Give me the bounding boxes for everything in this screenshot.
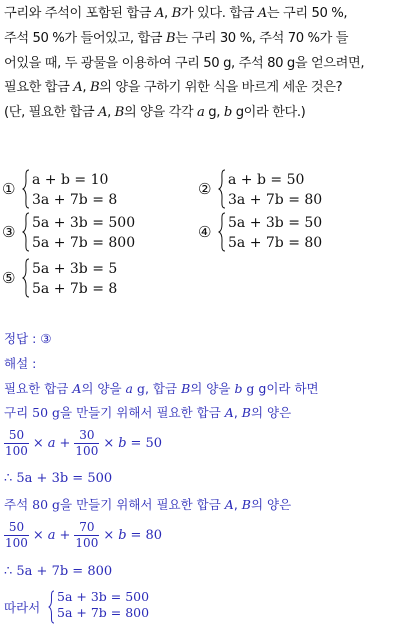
tin-equation: $\frac{50}{100}$ × a + $\frac{70}{100}$ × b = 80 <box>5 520 163 550</box>
problem-line-2: 주석 50 %가 들어있고, 합금 B는 구리 30 %, 주석 70 %가 들 <box>4 30 349 46</box>
equation: 5a + 7b = 8 <box>32 281 118 297</box>
final-label: 따라서 <box>4 600 41 615</box>
problem-line-5: (단, 필요한 합금 A, B의 양을 각각 a g, b g이라 한다.) <box>4 105 306 121</box>
fraction: $\frac{70}{100}$ <box>75 520 99 550</box>
left-brace-icon <box>218 212 226 252</box>
choice-number: ② <box>198 180 212 198</box>
equation: 3a + 7b = 8 <box>32 192 118 208</box>
fraction: $\frac{50}{100}$ <box>5 520 28 550</box>
left-brace-icon <box>48 590 55 624</box>
equation-system <box>32 259 117 299</box>
choice-number: ⑤ <box>2 269 16 287</box>
solution-line-1: 필요한 합금 A의 양을 a g, 합금 B의 양을 b g g이라 하면 <box>4 381 319 396</box>
fraction: $\frac{50}{100}$ <box>5 428 28 458</box>
equation: 5a + 7b = 80 <box>228 235 323 251</box>
equation: 3a + 7b = 80 <box>228 192 323 208</box>
solution-line-2: 구리 50 g을 만들기 위해서 필요한 합금 A, B의 양은 <box>4 405 292 420</box>
copper-equation: $\frac{50}{100}$ × a + $\frac{30}{100}$ × b = 50 <box>5 428 163 458</box>
therefore-line-1: ∴ 5a + 3b = 500 <box>4 471 113 486</box>
equation: 5a + 3b = 500 <box>57 589 150 604</box>
choice-number: ③ <box>2 223 16 241</box>
problem-text <box>4 2 398 126</box>
equation: 5a + 7b = 800 <box>32 235 136 251</box>
fraction: $\frac{30}{100}$ <box>75 428 99 458</box>
left-brace-icon <box>218 169 226 209</box>
choice-number: ① <box>2 180 16 198</box>
solution-line-3: 주석 80 g을 만들기 위해서 필요한 합금 A, B의 양은 <box>4 497 292 512</box>
left-brace-icon <box>22 169 30 209</box>
problem-line-1: 구리와 주석이 포함된 합금 A, B가 있다. 합금 A는 구리 50 %, <box>4 6 348 21</box>
left-brace-icon <box>22 258 30 298</box>
equation: 5a + 3b = 500 <box>32 215 136 231</box>
equation: 5a + 7b = 800 <box>57 605 150 620</box>
left-brace-icon <box>22 212 30 252</box>
problem-line-3: 어있을 때, 두 광물을 이용하여 구리 50 g, 주석 80 g을 얻으려면, <box>4 55 365 71</box>
choice-number: ④ <box>198 223 212 241</box>
equation-system <box>228 213 322 253</box>
answer-line: 정답 : ③ <box>4 331 52 346</box>
equation: 5a + 3b = 5 <box>32 261 118 277</box>
equation-system <box>32 213 135 253</box>
equation-system <box>228 170 322 210</box>
equation: a + b = 10 <box>32 172 109 188</box>
equation-system <box>57 589 149 621</box>
explanation-label: 해설 : <box>4 356 37 371</box>
therefore-line-2: ∴ 5a + 7b = 800 <box>4 564 113 579</box>
equation-system <box>32 170 117 210</box>
equation: 5a + 3b = 50 <box>228 215 323 231</box>
problem-line-4: 필요한 합금 A, B의 양을 구하기 위한 식을 바르게 세운 것은? <box>4 80 343 96</box>
equation: a + b = 50 <box>228 172 305 188</box>
